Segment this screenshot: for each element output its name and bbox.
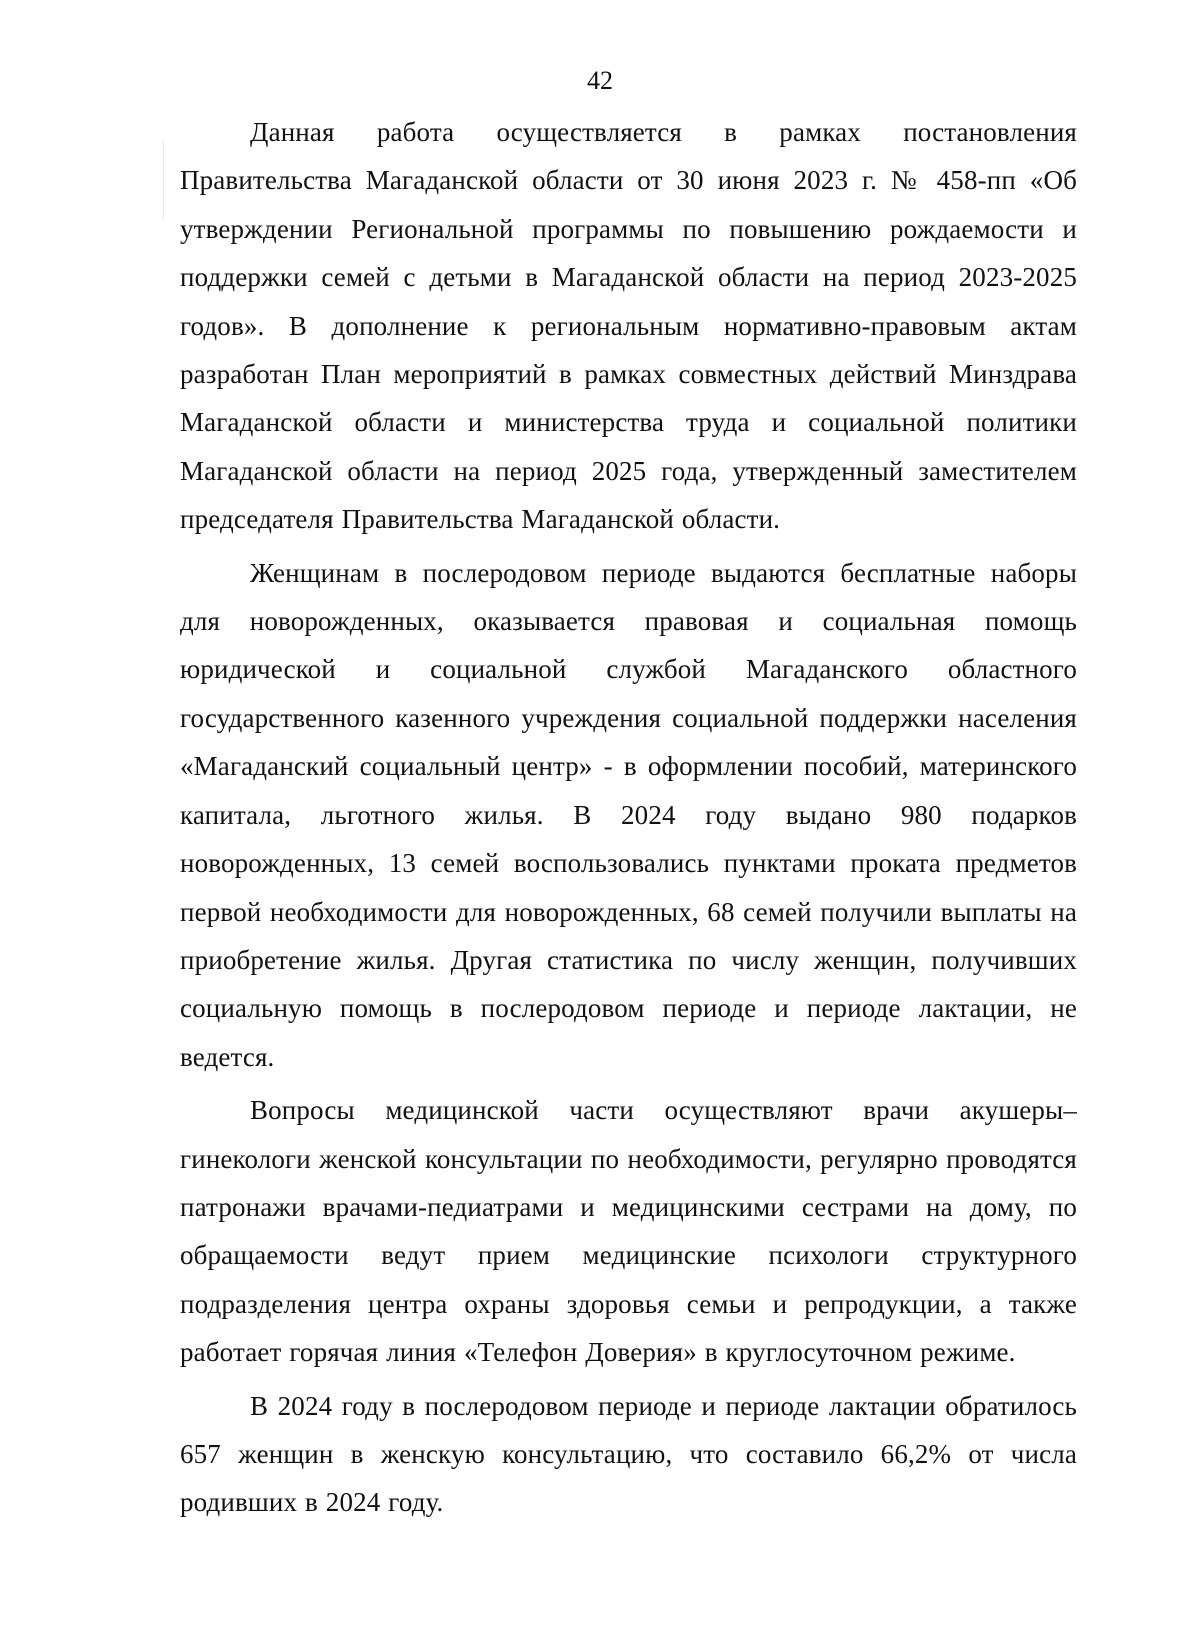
page-number: 42 <box>587 66 613 95</box>
document-body <box>180 108 1077 1527</box>
paragraph-medical-care: Вопросы медицинской части осуществляют врачи акушеры–гинекологи женской консультации по необходимости, регулярно проводятся патронажи врачами-педиатрами и медицинскими сестрами на дому, по обращаемости ведут прием медицинские психологи структурного подразделения центра охраны здоровья семьи и репродукции, а также работает горячая линия «Телефон Доверия» в круглосуточном режиме. <box>180 1095 1077 1368</box>
scan-edge-mark <box>163 140 164 220</box>
paragraph-social-support: Женщинам в послеродовом периоде выдаются бесплатные наборы для новорожденных, оказывается правовая и социальная помощь юридической и социальной службой Магаданского областного государственного казенного учреждения социальной поддержки населения «Магаданский социальный центр» - в оформлении пособий, материнского капитала, льготного жилья. В 2024 году выдано 980 подарков новорожденных, 13 семей воспользовались пунктами проката предметов первой необходимости для новорожденных, 68 семей получили выплаты на приобретение жилья. Другая статистика по числу женщин, получивших социальную помощь в послеродовом периоде и периоде лактации, не ведется. <box>180 557 1077 1072</box>
paragraph-program-reference: Данная работа осуществляется в рамках постановления Правительства Магаданской области от 30 июня 2023 г. № 458-пп «Об утверждении Региональной программы по повышению рождаемости и поддержки семей с детьми в Магаданской области на период 2023-2025 годов». В дополнение к региональным нормативно-правовым актам разработан План мероприятий в рамках совместных действий Минздрава Магаданской области и министерства труда и социальной политики Магаданской области на период 2025 года, утвержденный заместителем председателя Правительства Магаданской области. <box>180 117 1077 535</box>
paragraph-statistics: В 2024 году в послеродовом периоде и периоде лактации обратилось 657 женщин в женскую консультацию, что составило 66,2% от числа родивших в 2024 году. <box>180 1390 1077 1518</box>
